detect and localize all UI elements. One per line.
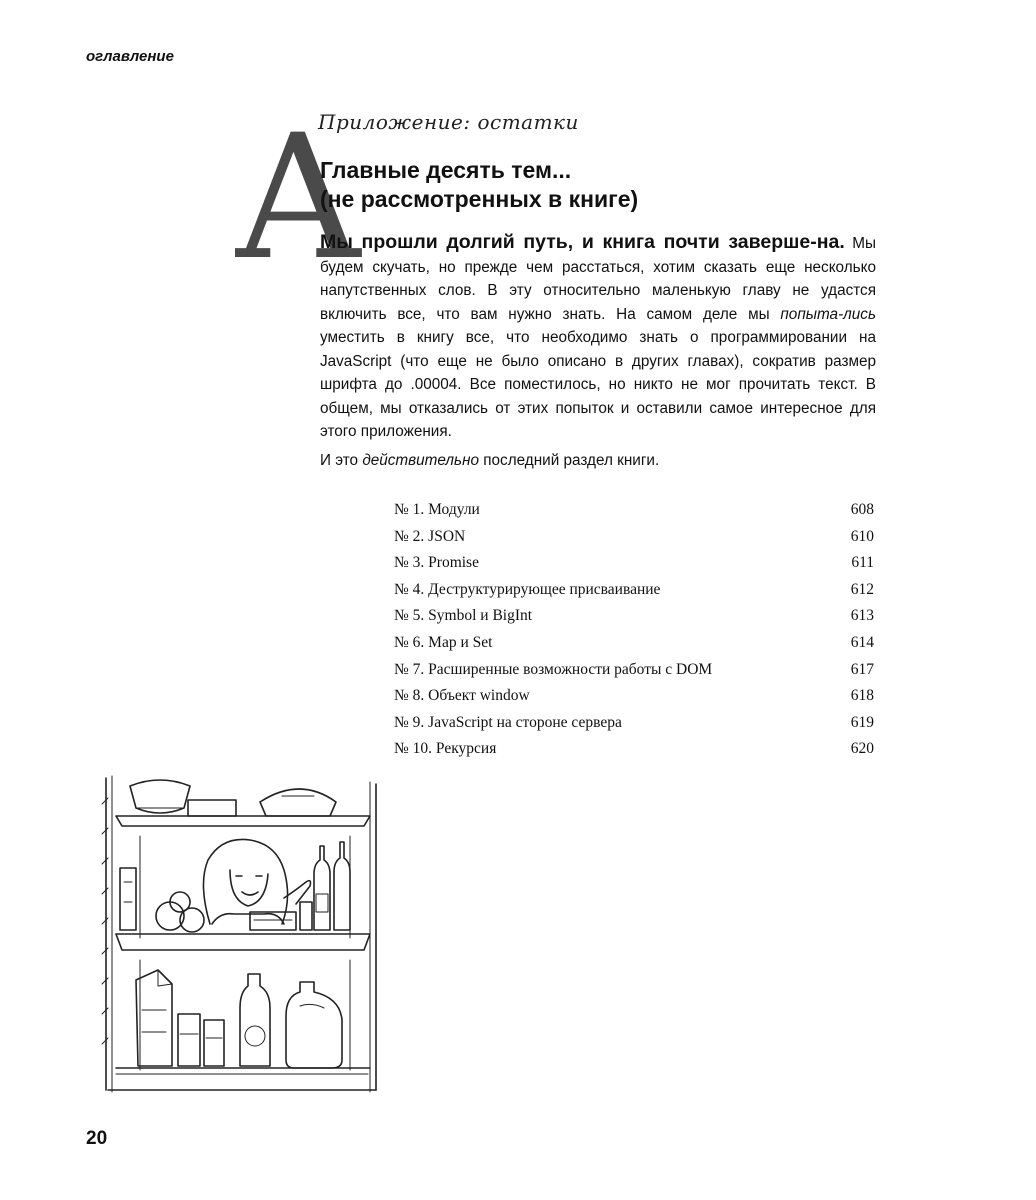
toc-entry-page: 613 [850,607,874,625]
toc-entry[interactable] [394,630,874,657]
toc-entry[interactable] [394,577,874,604]
toc-entry-page: 608 [850,501,874,518]
toc-entry-title: № 5. Symbol и BigInt [394,607,533,625]
intro-text-part2: уместить в книгу все, что необходимо знать о программировании на JavaScript (что еще не было описано в других главах), сократив размер шрифта до .00004. Все поместилось, но никто не мог прочитать текст. В общем, мы отказались от этих попыток и оставили самое интересное для этого приложения. [320,329,876,440]
toc-list [394,497,874,763]
toc-entry-title: № 4. Деструктурирующее присваивание [394,580,661,598]
toc-entry-title: № 1. Модули [394,501,480,518]
toc-entry-page: 612 [850,580,874,598]
toc-entry-title: № 8. Объект window [394,687,530,705]
toc-entry-page: 610 [850,527,874,545]
closing-after: последний раздел книги. [479,452,660,469]
running-header: оглавление [86,48,174,65]
intro-text-part1: Мы будем скучать, но прежде чем расстаться, хотим сказать еще несколько напутственных слов. В эту относительно маленькую главу не удастся включить все, что вам нужно знать. На самом деле мы [320,235,876,323]
chapter-title [320,156,880,214]
appendix-letter: A [236,97,361,298]
toc-entry-page: 617 [850,660,874,678]
fridge-illustration [100,774,382,1096]
page-number: 20 [86,1128,108,1149]
toc-entry-page: 614 [850,633,874,651]
toc-entry-title: № 6. Map и Set [394,633,493,651]
toc-entry-title: № 3. Promise [394,554,479,572]
toc-entry-title: № 2. JSON [394,527,466,545]
chapter-title-line1: Главные десять тем... [320,157,572,183]
chapter-title-line2: (не рассмотренных в книге) [320,186,639,212]
intro-lead: Мы прошли долгий путь, и книга почти заверше-на. [320,231,845,253]
closing-before: И это [320,452,363,469]
toc-entry[interactable] [394,550,874,577]
toc-entry[interactable] [394,657,874,684]
toc-entry[interactable] [394,683,874,710]
toc-entry[interactable] [394,710,874,737]
toc-entry-title: № 9. JavaScript на стороне сервера [394,713,622,731]
toc-entry-page: 619 [850,713,874,731]
closing-paragraph [320,449,876,473]
appendix-label: Приложение: остатки [318,110,579,134]
toc-entry[interactable] [394,497,874,524]
toc-entry-title: № 10. Рекурсия [394,740,497,758]
toc-entry[interactable] [394,524,874,551]
toc-entry[interactable] [394,603,874,630]
toc-entry-page: 618 [850,687,874,705]
closing-italic: действительно [362,452,480,469]
toc-entry[interactable] [394,736,874,763]
intro-paragraph [320,231,876,444]
toc-entry-page: 611 [851,554,874,572]
toc-entry-page: 620 [850,740,874,758]
intro-italic: попыта-лись [780,305,876,323]
toc-entry-title: № 7. Расширенные возможности работы с DOM [394,660,713,678]
